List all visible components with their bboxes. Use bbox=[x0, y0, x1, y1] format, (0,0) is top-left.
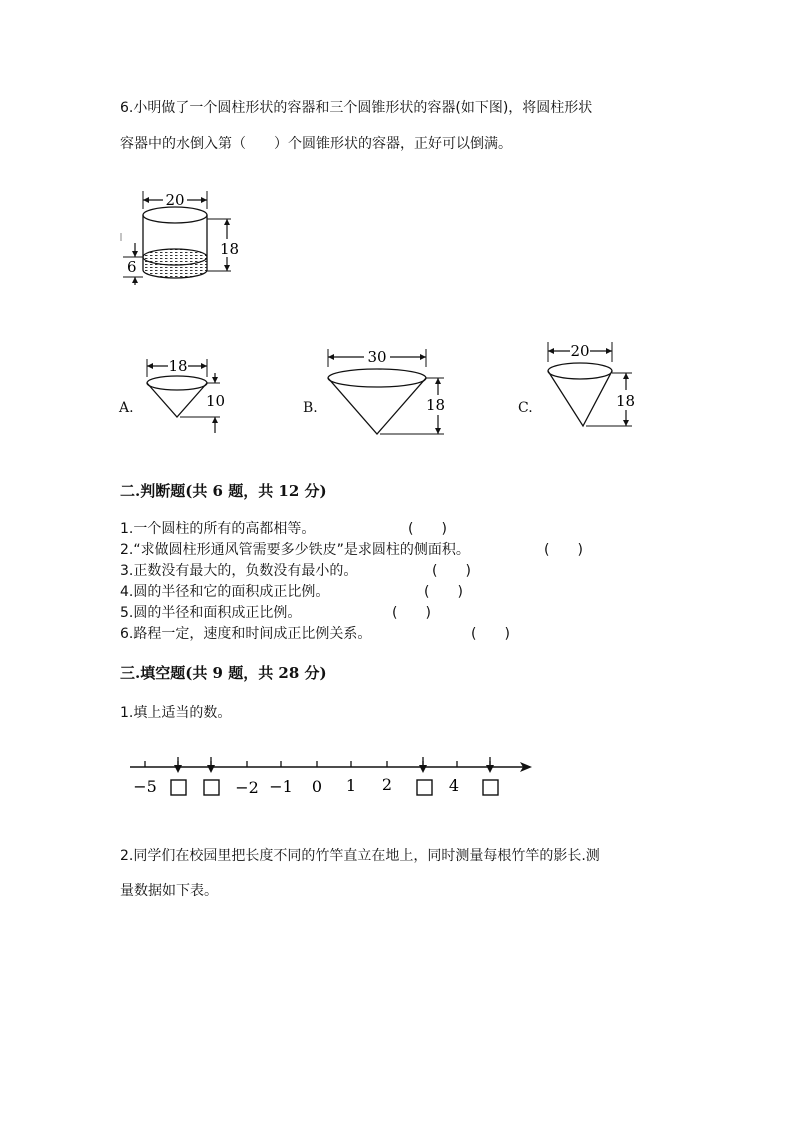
cone-b-figure bbox=[320, 345, 450, 440]
tick-label: 2 bbox=[381, 775, 393, 794]
judgement-answer-5[interactable]: ( ) bbox=[392, 605, 431, 621]
answer-box[interactable] bbox=[171, 780, 186, 795]
tick-label: −1 bbox=[269, 777, 293, 796]
judgement-answer-6[interactable]: ( ) bbox=[471, 626, 510, 642]
answer-box[interactable] bbox=[417, 780, 432, 795]
cone-c-figure bbox=[540, 340, 640, 432]
cone-c-diameter: 20 bbox=[570, 342, 590, 360]
answer-box[interactable] bbox=[204, 780, 219, 795]
judgement-item-1: 1.一个圆柱的所有的高都相等。 bbox=[120, 521, 316, 537]
judgement-answer-1[interactable]: ( ) bbox=[408, 521, 447, 537]
cylinder-diameter-label: 20 bbox=[165, 191, 185, 209]
option-b-label: B. bbox=[303, 400, 318, 416]
fill-question-2-line2: 量数据如下表。 bbox=[120, 883, 218, 899]
cone-b-diameter: 30 bbox=[367, 348, 387, 366]
cylinder-height-label: 18 bbox=[220, 240, 240, 258]
judgement-answer-4[interactable]: ( ) bbox=[424, 584, 463, 600]
option-c-label: C. bbox=[518, 400, 533, 416]
tick-label: −5 bbox=[133, 777, 157, 796]
fill-question-2-line1: 2.同学们在校园里把长度不同的竹竿直立在地上，同时测量每根竹竿的影长.测 bbox=[120, 848, 600, 864]
cone-a-height: 10 bbox=[206, 392, 226, 410]
number-line bbox=[120, 755, 540, 803]
section2-title: 二.判断题(共 6 题，共 12 分) bbox=[120, 482, 327, 500]
question6-line2: 容器中的水倒入第（ ）个圆锥形状的容器，正好可以倒满。 bbox=[120, 136, 512, 152]
tick-label: 0 bbox=[311, 777, 323, 796]
cone-a-figure bbox=[140, 355, 230, 437]
section3-title: 三.填空题(共 9 题，共 28 分) bbox=[120, 664, 327, 682]
judgement-item-3: 3.正数没有最大的，负数没有最小的。 bbox=[120, 563, 358, 579]
judgement-item-2: 2.“求做圆柱形通风管需要多少铁皮”是求圆柱的侧面积。 bbox=[120, 542, 470, 558]
fill-question-1: 1.填上适当的数。 bbox=[120, 705, 232, 721]
cylinder-water-label: 6 bbox=[127, 258, 137, 276]
answer-box[interactable] bbox=[483, 780, 498, 795]
cone-b-height: 18 bbox=[426, 396, 446, 414]
judgement-item-5: 5.圆的半径和面积成正比例。 bbox=[120, 605, 302, 621]
tick-label: 1 bbox=[345, 776, 357, 795]
cone-c-height: 18 bbox=[616, 392, 636, 410]
judgement-item-6: 6.路程一定，速度和时间成正比例关系。 bbox=[120, 626, 372, 642]
cone-a-diameter: 18 bbox=[168, 357, 188, 375]
judgement-answer-3[interactable]: ( ) bbox=[432, 563, 471, 579]
option-a-label: A. bbox=[119, 400, 134, 416]
tick-label: −2 bbox=[235, 778, 259, 797]
question6-line1: 6.小明做了一个圆柱形状的容器和三个圆锥形状的容器(如下图)，将圆柱形状 bbox=[120, 100, 593, 116]
tick-label: 4 bbox=[448, 776, 460, 795]
judgement-answer-2[interactable]: ( ) bbox=[544, 542, 583, 558]
judgement-item-4: 4.圆的半径和它的面积成正比例。 bbox=[120, 584, 330, 600]
cylinder-figure bbox=[115, 185, 245, 290]
